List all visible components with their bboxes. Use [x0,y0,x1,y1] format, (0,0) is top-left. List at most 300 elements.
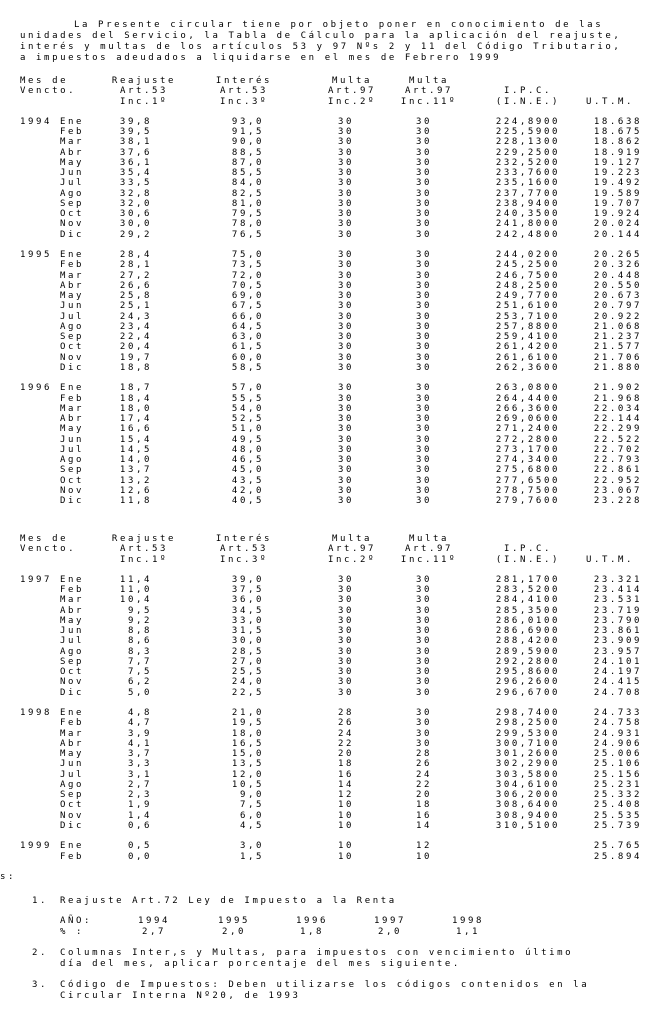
ipc-cell: 298,7400 [495,708,560,718]
note-2-number: 2. [32,948,49,958]
interes-cell: 31,5 [231,626,264,636]
interes-cell: 22,5 [231,687,264,698]
utm-cell: 22.034 [593,403,642,414]
month-cell: Feb [60,585,85,595]
interes-cell: 91,5 [231,127,264,137]
multa-inc2-cell: 30 [337,403,354,414]
month-cell: Ene [60,383,85,394]
multa-inc11-cell: 30 [415,168,432,178]
ipc-cell: 279,7600 [495,496,560,506]
reajuste-cell: 16,6 [119,424,152,435]
multa-inc2-cell: 30 [337,301,354,312]
multa-inc11-cell: 30 [415,311,432,322]
header-multa2-line-1: Multa [331,534,373,544]
interes-cell: 36,0 [231,595,264,606]
ipc-cell: 300,7100 [495,738,560,749]
utm-cell: 19.589 [593,188,642,199]
interes-cell: 58,5 [231,362,264,373]
multa-inc2-cell: 18 [337,759,354,770]
header-ipc-line-1: I.P.C. [503,86,553,97]
interes-cell: 78,0 [231,219,264,230]
utm-cell: 23.909 [593,636,642,647]
month-cell: Abr [60,605,85,616]
multa-inc11-cell: 30 [415,444,432,455]
ipc-cell: 266,3600 [495,403,560,414]
ipc-cell: 284,4100 [495,595,560,606]
intro-line-3: interés y multas de los artículos 53 y 97 Nºs 2 y 11 del Código Tributario, [20,42,622,52]
ipc-cell: 278,7500 [495,485,560,496]
interes-cell: 51,0 [231,424,264,435]
multa-inc11-cell: 14 [415,820,432,831]
year-label: 1996 [20,383,53,394]
utm-cell: 24.733 [593,708,642,718]
interes-cell: 34,5 [231,605,264,616]
multa-inc2-cell: 10 [337,810,354,821]
reajuste-cell: 18,0 [119,403,152,414]
utm-cell: 22.793 [593,455,642,465]
header-interes-line-2: Art.53 [219,86,269,97]
reajuste-cell: 3,7 [127,749,152,759]
interes-cell: 12,0 [231,769,264,780]
utm-cell: 25.006 [593,749,642,759]
multa-inc2-cell: 30 [337,178,354,189]
ipc-cell: 288,4200 [495,636,560,647]
multa-inc2-cell: 30 [337,127,354,137]
utm-cell: 23.719 [593,605,642,616]
month-cell: Jul [60,311,85,322]
ipc-cell: 244,0200 [495,250,560,260]
utm-cell: 18.919 [593,147,642,158]
ipc-cell: 310,5100 [495,820,560,831]
month-cell: Feb [60,851,85,862]
multa-inc2-cell: 16 [337,769,354,780]
month-cell: Mar [60,728,85,739]
note-3-number: 3. [32,980,49,990]
ipc-cell: 259,4100 [495,332,560,342]
interes-cell: 19,5 [231,718,264,729]
ipc-cell: 304,6100 [495,779,560,790]
note-1-year: 1998 [451,916,485,926]
multa-inc2-cell: 24 [337,728,354,739]
ipc-cell: 240,3500 [495,209,560,219]
month-cell: Sep [60,790,85,800]
utm-cell: 21.880 [593,362,642,373]
ipc-cell: 241,8000 [495,219,560,230]
month-cell: Jul [60,769,85,780]
interes-cell: 49,5 [231,434,264,445]
interes-cell: 66,0 [231,311,264,322]
month-cell: Abr [60,280,85,291]
month-cell: Oct [60,800,85,811]
ipc-cell: 286,6900 [495,626,560,636]
reajuste-cell: 39,8 [119,116,152,127]
reajuste-cell: 38,1 [119,137,152,148]
ipc-cell: 308,6400 [495,800,560,811]
multa-inc2-cell: 30 [337,475,354,486]
utm-cell: 24.415 [593,677,642,688]
utm-cell: 20.922 [593,311,642,322]
ipc-cell: 308,9400 [495,810,560,821]
utm-cell: 22.952 [593,475,642,486]
reajuste-cell: 32,0 [119,198,152,209]
month-cell: Mar [60,270,85,281]
multa-inc2-cell: 30 [337,311,354,322]
month-cell: Ago [60,646,85,657]
utm-cell: 20.024 [593,219,642,230]
utm-cell: 23.790 [593,615,642,626]
multa-inc2-cell: 30 [337,116,354,127]
reajuste-cell: 28,1 [119,260,152,271]
header-mes-line-2: Vencto. [20,86,77,97]
header-reajuste-line-1: Reajuste [111,76,177,86]
multa-inc2-cell: 30 [337,342,354,353]
header-multa2-line-3: Inc.2º [327,96,377,107]
reajuste-cell: 39,5 [119,127,152,137]
interes-cell: 4,5 [239,820,264,831]
interes-cell: 1,5 [239,851,264,862]
reajuste-cell: 23,4 [119,321,152,332]
multa-inc11-cell: 30 [415,626,432,636]
multa-inc11-cell: 30 [415,393,432,404]
header-multa11-line-1: Multa [408,534,450,544]
multa-inc2-cell: 30 [337,188,354,199]
interes-cell: 24,0 [231,677,264,688]
header-ipc-line-1: I.P.C. [503,544,553,555]
ipc-cell: 289,5900 [495,646,560,657]
utm-cell: 18.675 [593,127,642,137]
multa-inc11-cell: 30 [415,485,432,496]
reajuste-cell: 18,4 [119,393,152,404]
interes-cell: 48,0 [231,444,264,455]
reajuste-cell: 36,1 [119,157,152,168]
multa-inc2-cell: 30 [337,595,354,606]
utm-cell: 23.957 [593,646,642,657]
ipc-cell: 281,1700 [495,574,560,585]
month-cell: Jun [60,759,85,770]
intro-line-4: a impuestos adeudados a liquidarse en el mes de Febrero 1999 [20,53,502,63]
multa-inc2-cell: 30 [337,646,354,657]
reajuste-cell: 3,9 [127,728,152,739]
ipc-cell: 264,4400 [495,393,560,404]
note-1-year: 1995 [217,916,251,926]
multa-inc11-cell: 24 [415,769,432,780]
reajuste-cell: 4,1 [127,738,152,749]
month-cell: Ene [60,250,85,260]
ipc-cell: 296,6700 [495,687,560,698]
utm-cell: 25.106 [593,759,642,770]
interes-cell: 93,0 [231,116,264,127]
multa-inc11-cell: 30 [415,260,432,271]
utm-cell: 20.265 [593,250,642,260]
reajuste-cell: 37,6 [119,147,152,158]
reajuste-cell: 13,2 [119,475,152,486]
ipc-cell: 285,3500 [495,605,560,616]
header-reajuste-line-2: Art.53 [119,86,169,97]
multa-inc2-cell: 30 [337,424,354,435]
utm-cell: 24.708 [593,687,642,698]
multa-inc2-cell: 30 [337,677,354,688]
header-interes-line-3: Inc.3º [219,96,269,107]
year-label: 1997 [20,574,53,585]
multa-inc11-cell: 10 [415,851,432,862]
month-cell: Jul [60,178,85,189]
multa-inc11-cell: 30 [415,414,432,424]
multa-inc2-cell: 28 [337,708,354,718]
multa-inc11-cell: 28 [415,749,432,759]
multa-inc11-cell: 30 [415,667,432,677]
multa-inc2-cell: 30 [337,485,354,496]
multa-inc2-cell: 30 [337,455,354,465]
interes-cell: 72,0 [231,270,264,281]
interes-cell: 16,5 [231,738,264,749]
header-multa11-line-2: Art.97 [404,544,454,555]
utm-cell: 25.765 [593,841,642,852]
multa-inc2-cell: 30 [337,615,354,626]
utm-cell: 21.902 [593,383,642,394]
reajuste-cell: 7,5 [127,667,152,677]
reajuste-cell: 19,7 [119,352,152,363]
interes-cell: 52,5 [231,414,264,424]
utm-cell: 19.127 [593,157,642,168]
ipc-cell: 249,7700 [495,291,560,301]
header-ipc-line-2: (I.N.E.) [495,96,561,107]
header-reajuste-line-1: Reajuste [111,534,177,544]
month-cell: Dic [60,820,85,831]
utm-cell: 24.101 [593,656,642,667]
month-cell: Nov [60,677,85,688]
multa-inc2-cell: 10 [337,851,354,862]
utm-cell: 22.861 [593,465,642,476]
ipc-cell: 262,3600 [495,362,560,373]
interes-cell: 60,0 [231,352,264,363]
utm-cell: 21.237 [593,332,642,342]
ipc-cell: 257,8800 [495,321,560,332]
multa-inc11-cell: 30 [415,718,432,729]
month-cell: Mar [60,595,85,606]
multa-inc11-cell: 30 [415,291,432,301]
multa-inc2-cell: 30 [337,219,354,230]
multa-inc11-cell: 30 [415,383,432,394]
month-cell: Ene [60,116,85,127]
multa-inc11-cell: 30 [415,188,432,199]
note-1-number: 1. [32,896,49,906]
ipc-cell: 224,8900 [495,116,560,127]
ipc-cell: 253,7100 [495,311,560,322]
header-multa11-line-3: Inc.11º [400,96,458,107]
reajuste-cell: 9,2 [127,615,152,626]
note-1-pct: 2,7 [141,927,167,937]
year-label: 1994 [20,116,53,127]
month-cell: May [60,615,85,626]
utm-cell: 19.492 [593,178,642,189]
month-cell: Abr [60,738,85,749]
month-cell: Feb [60,260,85,271]
interes-cell: 63,0 [231,332,264,342]
multa-inc2-cell: 30 [337,137,354,148]
reajuste-cell: 30,6 [119,209,152,219]
reajuste-cell: 30,0 [119,219,152,230]
ipc-cell: 298,2500 [495,718,560,729]
reajuste-cell: 7,7 [127,656,152,667]
multa-inc2-cell: 30 [337,656,354,667]
multa-inc11-cell: 16 [415,810,432,821]
ipc-cell: 237,7700 [495,188,560,199]
header-mes-line-2: Vencto. [20,544,77,555]
multa-inc2-cell: 30 [337,209,354,219]
multa-inc11-cell: 30 [415,270,432,281]
reajuste-cell: 29,2 [119,229,152,240]
interes-cell: 3,0 [239,841,264,852]
reajuste-cell: 11,8 [119,496,152,506]
interes-cell: 13,5 [231,759,264,770]
reajuste-cell: 2,7 [127,779,152,790]
interes-cell: 75,0 [231,250,264,260]
reajuste-cell: 13,7 [119,465,152,476]
multa-inc2-cell: 30 [337,605,354,616]
interes-cell: 64,5 [231,321,264,332]
interes-cell: 76,5 [231,229,264,240]
multa-inc2-cell: 30 [337,362,354,373]
month-cell: Jun [60,434,85,445]
reajuste-cell: 3,1 [127,769,152,780]
multa-inc11-cell: 20 [415,790,432,800]
reajuste-cell: 15,4 [119,434,152,445]
utm-cell: 20.448 [593,270,642,281]
interes-cell: 57,0 [231,383,264,394]
reajuste-cell: 5,0 [127,687,152,698]
interes-cell: 54,0 [231,403,264,414]
interes-cell: 6,0 [239,810,264,821]
multa-inc11-cell: 18 [415,800,432,811]
note-1-pct: 2,0 [377,927,403,937]
note-1-pct: 2,0 [221,927,247,937]
ipc-cell: 235,1600 [495,178,560,189]
header-reajuste-line-3: Inc.1º [119,96,169,107]
interes-cell: 55,5 [231,393,264,404]
year-label: 1998 [20,708,53,718]
interes-cell: 40,5 [231,496,264,506]
multa-inc11-cell: 30 [415,352,432,363]
multa-inc2-cell: 10 [337,820,354,831]
note-1-pct-label: % : [60,927,85,937]
interes-cell: 45,0 [231,465,264,476]
reajuste-cell: 11,4 [119,574,152,585]
note-3-line: Código de Impuestos: Deben utilizarse los códigos contenidos en la [60,980,590,990]
month-cell: Jun [60,168,85,178]
header-mes-line-1: Mes de [20,534,69,544]
month-cell: Oct [60,209,85,219]
month-cell: May [60,749,85,759]
utm-cell: 22.522 [593,434,642,445]
utm-cell: 20.797 [593,301,642,312]
utm-cell: 21.706 [593,352,642,363]
ipc-cell: 306,2000 [495,790,560,800]
multa-inc11-cell: 30 [415,116,432,127]
multa-inc11-cell: 30 [415,127,432,137]
month-cell: Sep [60,465,85,476]
reajuste-cell: 26,6 [119,280,152,291]
month-cell: Ene [60,708,85,718]
header-reajuste-line-3: Inc.1º [119,554,169,565]
month-cell: Nov [60,219,85,230]
multa-inc2-cell: 30 [337,383,354,394]
reajuste-cell: 9,5 [127,605,152,616]
month-cell: Abr [60,147,85,158]
interes-cell: 33,0 [231,615,264,626]
reajuste-cell: 24,3 [119,311,152,322]
interes-cell: 25,5 [231,667,264,677]
note-1-year: 1994 [137,916,171,926]
multa-inc11-cell: 30 [415,574,432,585]
multa-inc2-cell: 30 [337,574,354,585]
multa-inc11-cell: 30 [415,434,432,445]
multa-inc11-cell: 30 [415,728,432,739]
utm-cell: 19.924 [593,209,642,219]
reajuste-cell: 3,3 [127,759,152,770]
intro-line-2: unidades del Servicio, la Tabla de Cálculo para la aplicación del reajuste, [20,31,622,41]
month-cell: Nov [60,485,85,496]
multa-inc11-cell: 30 [415,605,432,616]
ipc-cell: 274,3400 [495,455,560,465]
interes-cell: 67,5 [231,301,264,312]
month-cell: Ene [60,841,85,852]
multa-inc11-cell: 30 [415,687,432,698]
month-cell: Mar [60,403,85,414]
utm-cell: 23.531 [593,595,642,606]
note-3-line: Circular Interna Nº20, de 1993 [60,991,301,1001]
month-cell: Dic [60,362,85,373]
interes-cell: 85,5 [231,168,264,178]
month-cell: Ago [60,188,85,199]
header-multa2-line-2: Art.97 [327,544,377,555]
reajuste-cell: 18,7 [119,383,152,394]
reajuste-cell: 8,8 [127,626,152,636]
ipc-cell: 271,2400 [495,424,560,435]
ipc-cell: 273,1700 [495,444,560,455]
multa-inc2-cell: 22 [337,738,354,749]
ipc-cell: 263,0800 [495,383,560,394]
multa-inc2-cell: 30 [337,168,354,178]
year-label: 1995 [20,250,53,260]
multa-inc11-cell: 12 [415,841,432,852]
ipc-cell: 299,5300 [495,728,560,739]
ipc-cell: 261,6100 [495,352,560,363]
multa-inc2-cell: 20 [337,749,354,759]
multa-inc11-cell: 30 [415,198,432,209]
multa-inc2-cell: 30 [337,352,354,363]
month-cell: Ago [60,455,85,465]
multa-inc11-cell: 30 [415,496,432,506]
multa-inc2-cell: 30 [337,291,354,301]
utm-cell: 22.144 [593,414,642,424]
multa-inc11-cell: 30 [415,465,432,476]
header-multa11-line-3: Inc.11º [400,554,458,565]
multa-inc2-cell: 30 [337,626,354,636]
utm-cell: 19.223 [593,168,642,178]
multa-inc2-cell: 30 [337,585,354,595]
multa-inc11-cell: 22 [415,779,432,790]
multa-inc11-cell: 30 [415,656,432,667]
ipc-cell: 277,6500 [495,475,560,486]
multa-inc11-cell: 30 [415,301,432,312]
month-cell: Jul [60,444,85,455]
reajuste-cell: 0,5 [127,841,152,852]
multa-inc11-cell: 30 [415,332,432,342]
utm-cell: 22.299 [593,424,642,435]
ipc-cell: 295,8600 [495,667,560,677]
ipc-cell: 251,6100 [495,301,560,312]
reajuste-cell: 25,8 [119,291,152,301]
